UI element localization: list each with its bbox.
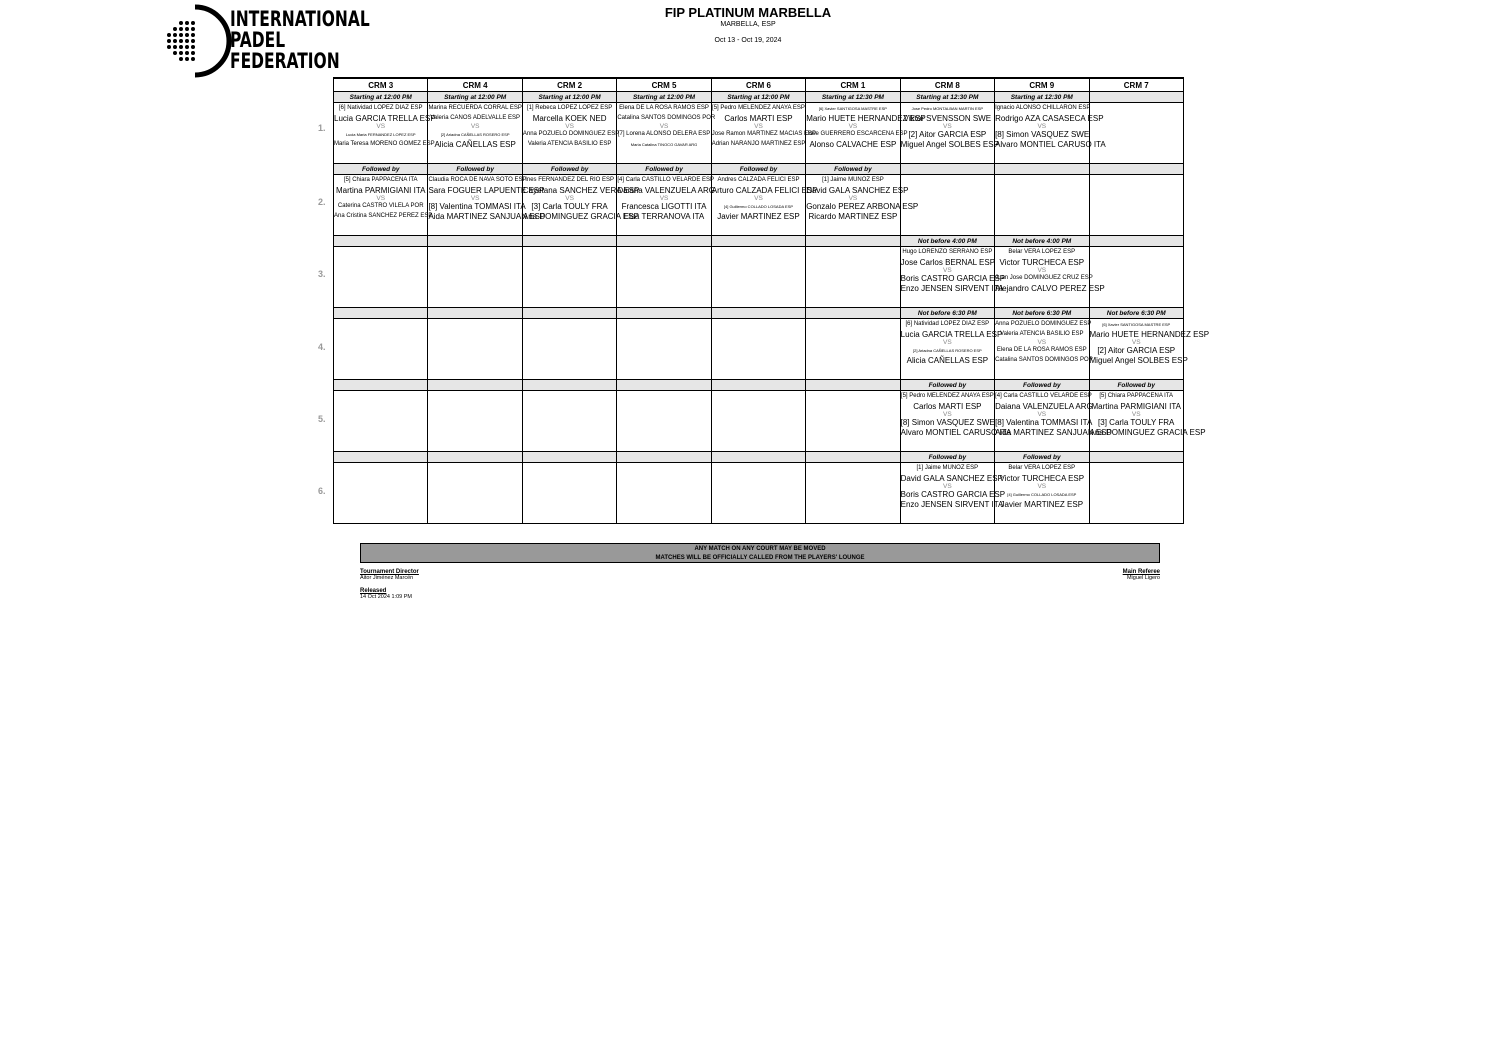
match — [900, 103, 999, 149]
match-cell — [711, 103, 816, 164]
slot-label: Starting at 12:30 PM — [900, 92, 994, 103]
court-header: CRM 1 — [806, 78, 900, 92]
match-cell — [428, 463, 522, 524]
match-cell — [522, 247, 616, 308]
slot-label — [522, 308, 616, 319]
vs-label: VS — [943, 267, 952, 274]
slot-label: Starting at 12:00 PM — [334, 92, 428, 103]
released-value: 14 Oct 2024 1:09 PM — [360, 594, 412, 600]
player-line: Victor TURCHECA ESP — [999, 473, 1085, 483]
row-number: 3. — [318, 269, 326, 279]
match — [428, 103, 521, 149]
match-cell — [334, 319, 428, 380]
vs-label: VS — [754, 123, 763, 130]
court-header: CRM 8 — [900, 78, 994, 92]
match-cell — [900, 247, 1006, 308]
court-header: CRM 2 — [522, 78, 616, 92]
row-number: 4. — [318, 342, 326, 352]
match-cell — [995, 175, 1089, 236]
player-line: [6] Xavier SANTIGOSA MASTRE ESP — [1102, 322, 1171, 327]
slot-label — [522, 236, 616, 247]
vs-label: VS — [1037, 411, 1047, 418]
player-line: Alicia CAÑELLAS ESP — [434, 139, 516, 149]
match-cell — [522, 463, 616, 524]
match-cell — [900, 103, 999, 164]
slot-label — [334, 452, 428, 463]
vs-label: VS — [659, 123, 669, 130]
player-line: Alvaro MONTIEL CARUSO ITA — [900, 427, 1012, 437]
slot-label: Starting at 12:00 PM — [711, 92, 805, 103]
slot-label — [428, 380, 522, 391]
match — [522, 175, 640, 221]
slot-label: Followed by — [522, 164, 616, 175]
slot-label: Followed by — [995, 380, 1089, 391]
vs-label: VS — [565, 195, 574, 202]
slot-label — [617, 380, 711, 391]
court-header: CRM 9 — [995, 78, 1089, 92]
player-line: Alonso CALVACHE ESP — [809, 139, 897, 149]
match-cell — [617, 247, 711, 308]
slot-label — [522, 380, 616, 391]
player-line: Ines FERNANDEZ DEL RIO ESP — [525, 177, 614, 183]
slot-label — [1089, 452, 1183, 463]
match — [995, 103, 1106, 149]
tournament-location: MARBELLA, ESP — [720, 21, 776, 28]
player-line: [4] Guillermo COLLADO LOSADA ESP — [1007, 492, 1077, 497]
player-line: Boris CASTRO GARCIA ESP — [900, 274, 1006, 283]
player-line: Daiana VALENZUELA ARG — [995, 401, 1093, 411]
slot-label: Followed by — [995, 452, 1089, 463]
court-header: CRM 7 — [1089, 78, 1183, 92]
player-line: Belar VERA LOPEZ ESP — [1008, 249, 1076, 255]
player-line: Claudia ROCA DE NAVA SOTO ESP — [428, 177, 527, 183]
player-line: Valeria ATENCIA BASILIO ESP — [1000, 330, 1084, 337]
player-line: [2] Aitor GARCIA ESP — [908, 130, 987, 139]
released-info — [360, 588, 412, 600]
player-line: Lucia Maria FERNANDEZ LOPEZ ESP — [345, 132, 416, 137]
match-cell — [900, 391, 1012, 452]
player-line: Hugo LORENZO SERRANO ESP — [902, 249, 993, 255]
vs-label: VS — [659, 195, 669, 202]
slot-label: Starting at 12:00 PM — [617, 92, 711, 103]
player-line: Arturo CALZADA FELICI ESP — [711, 185, 818, 195]
row-number: 5. — [318, 414, 326, 424]
match-cell — [617, 319, 711, 380]
match — [806, 103, 926, 149]
match — [995, 463, 1088, 509]
vs-label: VS — [943, 123, 952, 130]
player-line: Mario HUETE HERNANDEZ ESP — [806, 113, 926, 123]
player-line: Carlos MARTI ESP — [724, 113, 793, 123]
row-number: 6. — [318, 486, 326, 496]
match-cell — [806, 175, 919, 236]
vs-label: VS — [1037, 483, 1047, 490]
slot-label — [617, 452, 711, 463]
player-line: [2] Aitor GARCIA ESP — [1097, 346, 1176, 355]
slot-label — [428, 236, 522, 247]
slot-label: Not before 6:30 PM — [1089, 308, 1183, 319]
slot-label — [900, 164, 994, 175]
slot-label — [806, 380, 900, 391]
slot-label: Followed by — [428, 164, 522, 175]
player-line: [5] Pedro MELENDEZ ANAYA ESP — [712, 105, 805, 111]
player-line: [4] Guillermo COLLADO LOSADA ESP — [723, 204, 794, 209]
match — [1089, 319, 1210, 365]
player-line: [3] Carla TOULY FRA — [531, 202, 608, 211]
match-cell — [900, 319, 1003, 380]
match-cell — [334, 103, 436, 164]
slot-label: Starting at 12:30 PM — [806, 92, 900, 103]
court-header: CRM 3 — [334, 78, 428, 92]
slot-label: Followed by — [334, 164, 428, 175]
match-cell — [711, 247, 805, 308]
slot-label — [806, 236, 900, 247]
match-cell — [617, 391, 711, 452]
player-line: Gonzalo PEREZ ARBONA ESP — [806, 202, 919, 211]
slot-label: Followed by — [806, 164, 900, 175]
vs-label: VS — [943, 339, 952, 346]
match — [522, 103, 620, 149]
player-line: Lucia GARCIA TRELLA ESP — [900, 329, 1003, 339]
slot-label — [334, 308, 428, 319]
vs-label: VS — [1037, 123, 1047, 130]
vs-label: VS — [1131, 339, 1141, 346]
match-cell — [711, 319, 805, 380]
match-cell — [711, 175, 818, 236]
slot-label: Followed by — [1089, 380, 1183, 391]
player-line: Maria Teresa MORENO GOMEZ ESP — [334, 140, 435, 147]
slot-label — [522, 452, 616, 463]
match-cell — [995, 463, 1089, 524]
vs-label: VS — [848, 123, 858, 130]
player-line: Boris CASTRO GARCIA ESP — [900, 490, 1006, 499]
court-header: CRM 5 — [617, 78, 711, 92]
slot-label: Not before 4:00 PM — [900, 236, 994, 247]
player-line: Catalina SANTOS DOMINGOS POR — [995, 356, 1093, 363]
match-cell — [617, 103, 716, 164]
match-cell — [711, 463, 805, 524]
player-line: [1] Jaime MUNOZ ESP — [822, 177, 884, 183]
slot-label: Followed by — [711, 164, 805, 175]
match — [900, 247, 1006, 293]
slot-label — [806, 308, 900, 319]
match-cell — [428, 391, 522, 452]
player-line: Mario HUETE HERNANDEZ ESP — [1089, 329, 1210, 339]
slot-label — [711, 236, 805, 247]
match-cell — [428, 175, 546, 236]
slot-label: Not before 6:30 PM — [995, 308, 1089, 319]
vs-label: VS — [943, 411, 952, 418]
player-line: [6] Natividad LOPEZ DIAZ ESP — [338, 105, 423, 111]
player-line: David GALA SANCHEZ ESP — [806, 185, 909, 195]
match-cell — [711, 391, 805, 452]
player-line: [8] Simon VASQUEZ SWE — [995, 130, 1090, 139]
player-line: Andres CALZADA FELICI ESP — [717, 177, 800, 183]
order-of-play-table — [333, 77, 1210, 524]
slot-label — [428, 452, 522, 463]
match-cell — [617, 463, 711, 524]
match — [995, 319, 1093, 365]
match-cell — [806, 391, 900, 452]
player-line: Juan Jose DOMINGUEZ CRUZ ESP — [995, 275, 1093, 281]
slot-label: Followed by — [617, 164, 711, 175]
match — [617, 103, 716, 149]
match — [995, 391, 1112, 437]
match-cell — [428, 103, 522, 164]
player-line: Marina RECUERDA CORRAL ESP — [428, 105, 522, 111]
player-line: Jose Ramon MARTINEZ MACIAS ESP — [711, 131, 816, 137]
tournament-title: FIP PLATINUM MARBELLA — [664, 5, 832, 20]
slot-label — [711, 308, 805, 319]
match-cell — [428, 319, 522, 380]
match-cell — [806, 463, 900, 524]
match — [711, 103, 816, 149]
player-line: [4] Carla CASTILLO VELARDE ESP — [617, 177, 715, 183]
player-line: [1] Rebeca LOPEZ LOPEZ ESP — [526, 105, 613, 111]
player-line: [5] Chiara PAPPACENA ITA — [343, 177, 418, 183]
player-line: Ignacio ALONSO CHILLARON ESP — [995, 105, 1091, 111]
vs-label: VS — [754, 195, 763, 202]
match — [334, 103, 436, 149]
vs-label: VS — [1037, 339, 1047, 346]
main-referee — [1060, 569, 1160, 581]
player-line: [1] Jaime MUNOZ ESP — [916, 465, 979, 471]
vs-label: VS — [943, 483, 952, 490]
player-line: [2] Ariadna CAÑELLAS ROSERO ESP — [440, 132, 510, 137]
court-header: CRM 6 — [711, 78, 805, 92]
match-cell — [334, 175, 433, 236]
slot-label — [1089, 92, 1183, 103]
released-label: Released — [360, 588, 387, 594]
slot-label — [1089, 236, 1183, 247]
player-line: Ana DOMINGUEZ GRACIA ESP — [522, 211, 639, 221]
match — [806, 175, 919, 221]
player-line: Valeria CANOS ADELVALLE ESP — [430, 114, 521, 121]
player-line: Miguel Angel SOLBES ESP — [900, 139, 999, 149]
player-line: Rodrigo AZA CASASECA ESP — [995, 113, 1104, 123]
player-line: Sara FOGUER LAPUENTE ESP — [428, 185, 545, 195]
match-cell — [806, 247, 900, 308]
player-line: Francesca LIGOTTI ITA — [621, 202, 707, 211]
match-cell — [1089, 463, 1183, 524]
match-cell — [522, 391, 616, 452]
player-line: Victor TURCHECA ESP — [999, 257, 1085, 267]
player-line: Javier MARTINEZ ESP — [717, 211, 800, 221]
slot-label — [995, 164, 1089, 175]
player-line: [6] Xavier SANTIGOSA MASTRE ESP — [818, 106, 887, 111]
tournament-director — [360, 569, 419, 581]
match — [711, 175, 818, 221]
match-cell — [995, 103, 1106, 164]
match — [900, 391, 1012, 437]
player-line: Daiana VALENZUELA ARG — [617, 185, 715, 195]
slot-label — [617, 236, 711, 247]
match-cell — [334, 247, 428, 308]
slot-label: Not before 4:00 PM — [995, 236, 1089, 247]
player-line: [8] Valentina TOMMASI ITA — [995, 418, 1093, 427]
match-cell — [806, 319, 900, 380]
vs-label: VS — [1037, 267, 1047, 274]
player-line: Miguel Angel SOLBES ESP — [1089, 355, 1188, 365]
vs-label: VS — [848, 195, 858, 202]
player-line: Elsa TERRANOVA ITA — [623, 211, 705, 221]
player-line: Martina PARMIGIANI ITA — [1091, 401, 1181, 411]
player-line: Lucia GARCIA TRELLA ESP — [334, 113, 436, 123]
player-line: Anna POZUELO DOMINGUEZ ESP — [522, 131, 620, 137]
match-cell — [1089, 247, 1183, 308]
row-number: 1. — [318, 123, 326, 133]
slot-label — [334, 380, 428, 391]
vs-label: VS — [376, 123, 386, 130]
match — [995, 247, 1105, 293]
match — [1089, 391, 1206, 437]
match-cell — [334, 463, 428, 524]
player-line: Cayetana SANCHEZ VERA ESP — [522, 185, 640, 195]
slot-label — [617, 308, 711, 319]
player-line: Javier MARTINEZ ESP — [1000, 499, 1084, 509]
vs-label: VS — [470, 123, 480, 130]
player-line: [5] Chiara PAPPACENA ITA — [1099, 393, 1174, 399]
vs-label: VS — [565, 123, 574, 130]
player-line: Anna POZUELO DOMINGUEZ ESP — [995, 321, 1092, 327]
referee-label: Main Referee — [1122, 569, 1160, 575]
match-cell — [1089, 175, 1183, 236]
player-line: [8] Valentina TOMMASI ITA — [428, 202, 526, 211]
player-line: Alvaro MONTIEL CARUSO ITA — [995, 139, 1106, 149]
match — [428, 175, 546, 221]
player-line: Jose Pedro MONTALBAN MARTIN ESP — [911, 106, 984, 111]
match-cell — [1089, 391, 1206, 452]
ipf-logo-text: INTERNATIONAL PADEL FEDERATION — [230, 7, 370, 73]
match-cell — [1089, 103, 1183, 164]
slot-label: Starting at 12:30 PM — [995, 92, 1089, 103]
slot-label: Starting at 12:00 PM — [522, 92, 616, 103]
player-line: David GALA SANCHEZ ESP — [900, 473, 1003, 483]
player-line: [5] Pedro MELENDEZ ANAYA ESP — [900, 393, 994, 399]
slot-label — [428, 308, 522, 319]
player-line: Alicia CAÑELLAS ESP — [906, 355, 989, 365]
player-line: Martina PARMIGIANI ITA — [335, 185, 426, 195]
player-line: Enzo JENSEN SIRVENT ITA — [900, 283, 1004, 293]
player-line: Jose Carlos BERNAL ESP — [900, 257, 996, 267]
player-line: Caterina CASTRO VILELA POR — [337, 203, 424, 209]
match-cell — [900, 463, 1006, 524]
player-line: Aida MARTINEZ SANJUAN ESP — [995, 427, 1112, 437]
match — [900, 463, 1006, 509]
tournament-dates: Oct 13 - Oct 19, 2024 — [714, 37, 782, 44]
player-line: Aida MARTINEZ SANJUAN ESP — [428, 211, 546, 221]
slot-label: Followed by — [900, 452, 994, 463]
vs-label: VS — [1131, 411, 1141, 418]
match-cell — [522, 103, 620, 164]
player-line: Elena DE LA ROSA RAMOS ESP — [996, 347, 1087, 353]
slot-label: Followed by — [900, 380, 994, 391]
notice-line-1: ANY MATCH ON ANY COURT MAY BE MOVED — [694, 546, 826, 552]
vs-label: VS — [376, 195, 386, 202]
match-cell — [522, 175, 640, 236]
match-cell — [334, 391, 428, 452]
match-cell — [806, 103, 926, 164]
match-cell — [995, 319, 1093, 380]
director-name: Aitor Jiménez Marcén — [360, 575, 414, 581]
player-line: Catalina SANTOS DOMINGOS POR — [617, 114, 716, 121]
player-line: Ana DOMINGUEZ GRACIA ESP — [1089, 427, 1206, 437]
player-line: [4] Carla CASTILLO VELARDE ESP — [995, 393, 1092, 399]
referee-name: Miguel Ligero — [1126, 575, 1160, 581]
slot-label: Starting at 12:00 PM — [428, 92, 522, 103]
player-line: [6] Natividad LOPEZ DIAZ ESP — [905, 321, 990, 327]
match — [334, 175, 433, 221]
match-cell — [522, 319, 616, 380]
match — [617, 175, 715, 221]
match-cell — [1089, 319, 1210, 380]
player-line: Ricardo MARTINEZ ESP — [808, 211, 898, 221]
director-label: Tournament Director — [360, 569, 419, 575]
slot-label — [711, 380, 805, 391]
player-line: [8] Simon VASQUEZ SWE — [900, 418, 995, 427]
notice-banner — [360, 543, 1160, 563]
player-line: Jose GUERRERO ESCARCENA ESP — [806, 131, 908, 137]
slot-label: Not before 6:30 PM — [900, 308, 994, 319]
player-line: Elena DE LA ROSA RAMOS ESP — [619, 105, 709, 111]
slot-label — [806, 452, 900, 463]
player-line: Valeria ATENCIA BASILIO ESP — [527, 140, 612, 147]
player-line: Enzo JENSEN SIRVENT ITA — [900, 499, 1004, 509]
player-line: Adrian NARANJO MARTINEZ ESP — [711, 140, 806, 147]
court-header: CRM 4 — [428, 78, 522, 92]
match-cell — [617, 175, 715, 236]
row-number: 2. — [318, 197, 326, 207]
player-line: Alejandro CALVO PEREZ ESP — [995, 283, 1105, 293]
match-cell — [428, 247, 522, 308]
player-line: Marcella KOEK NED — [532, 113, 607, 123]
player-line: [3] Carla TOULY FRA — [1098, 418, 1175, 427]
player-line: [7] Lorena ALONSO DELERA ESP — [617, 131, 711, 137]
slot-label — [711, 452, 805, 463]
vs-label: VS — [470, 195, 480, 202]
player-line: Belar VERA LOPEZ ESP — [1008, 465, 1076, 471]
match-cell — [995, 247, 1105, 308]
notice-line-2: MATCHES WILL BE OFFICIALLY CALLED FROM THE PLAYERS' LOUNGE — [655, 555, 865, 561]
match-cell — [995, 391, 1112, 452]
player-line: [2] Ariadna CAÑELLAS ROSERO ESP — [912, 348, 982, 353]
player-line: Maria Catalina TINOCO GAVAR ARG — [630, 141, 698, 147]
player-line: Viktor SVENSSON SWE — [903, 113, 992, 123]
player-line: Carlos MARTI ESP — [913, 401, 982, 411]
slot-label — [1089, 164, 1183, 175]
slot-label — [334, 236, 428, 247]
player-line: Ana Cristina SANCHEZ PEREZ ESP — [334, 212, 433, 219]
match — [900, 319, 1003, 365]
